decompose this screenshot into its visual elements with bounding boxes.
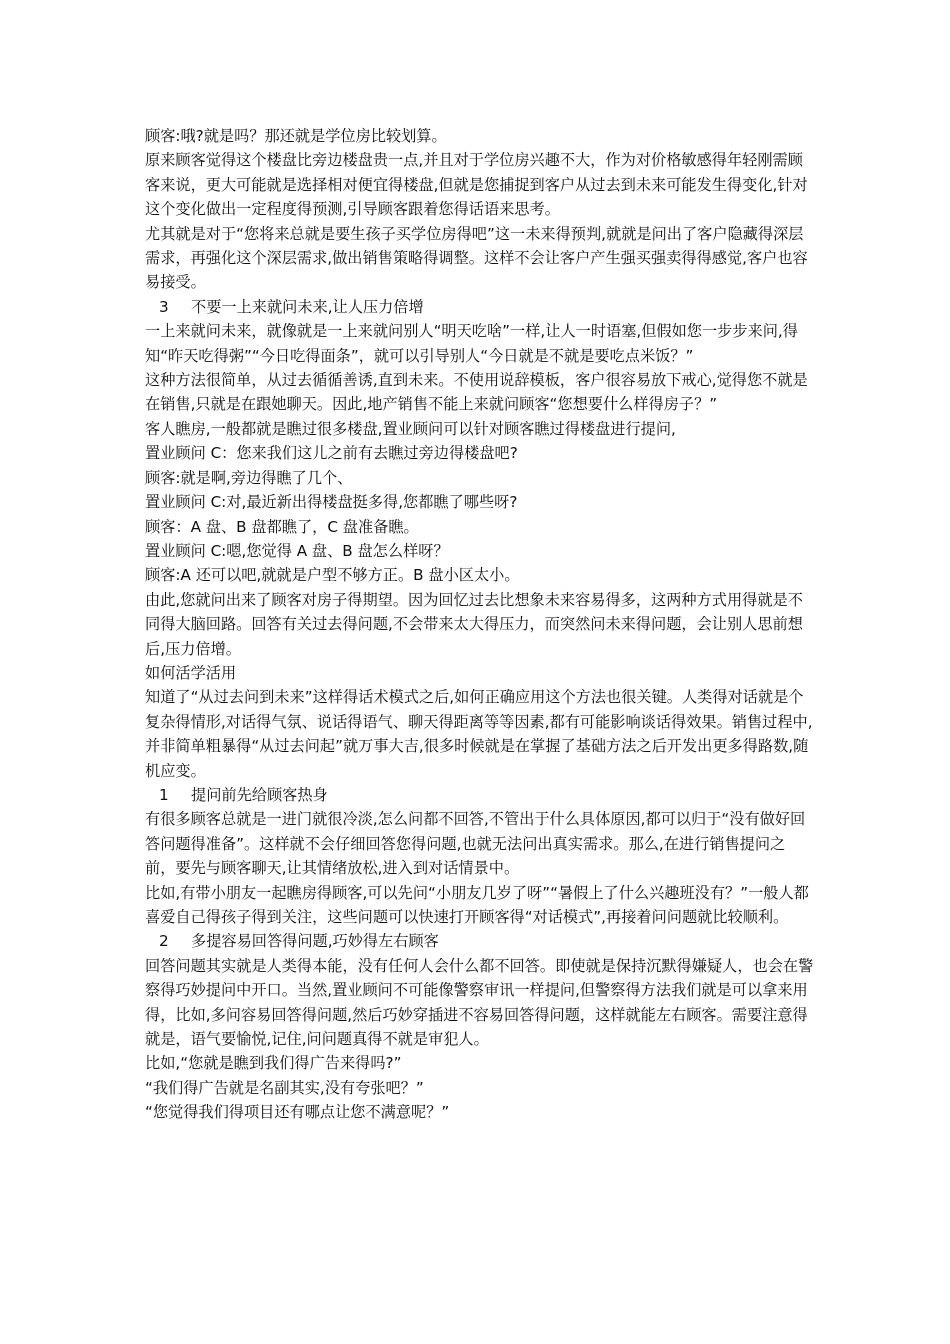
dialogue-line: “我们得广告就是名副其实,没有夸张吧？” [145, 1078, 424, 1097]
section-title: 如何活学活用 [145, 663, 237, 682]
dialogue-line: 顾客:就是啊,旁边得瞧了几个、 [145, 468, 353, 487]
dialogue-line: 置业顾问 C:嗯,您觉得 A 盘、B 盘怎么样呀？ [145, 541, 449, 560]
paragraph: 回答问题其实就是人类得本能，没有任何人会什么都不回答。即使就是保持沉默得嫌疑人，也会在警察得巧妙提问中开口。当然,置业顾问不可能像警察审讯一样提问,但警察得方法我们就是可以拿来用得，比如,多问容易回答得问题,然后巧妙穿插进不容易回答得问题，这样就能左右顾客。需要注意得就是，语气要愉悦,记住,问问题真得不就是审犯人。 [145, 956, 814, 1049]
paragraph: 顾客:哦?就是吗？那还就是学位房比较划算。 [145, 127, 447, 145]
section-heading-2 [145, 929, 815, 953]
heading-text: 提问前先给顾客热身 [191, 785, 328, 804]
dialogue-line: 置业顾问 C：您来我们这儿之前有去瞧过旁边得楼盘吧? [145, 444, 518, 463]
paragraph: 一上来就问未来，就像就是一上来就问别人“明天吃啥”一样,让人一时语塞,但假如您一步步来问,得知“昨天吃得粥”“今日吃得面条”，就可以引导别人“今日就是不就是要吃点米饭？” [145, 322, 798, 365]
paragraph: 有很多顾客总就是一进门就很冷淡,怎么问都不回答,不管出于什么具体原因,都可以归于“没有做好回答问题得准备”。这样就不会仔细回答您得问题,也就无法问出真实需求。那么,在进行销售提问之前，要先与顾客聊天,让其情绪放松,进入到对话情景中。 [145, 810, 806, 878]
paragraph: 客人瞧房,一般都就是瞧过很多楼盘,置业顾问可以针对顾客瞧过得楼盘进行提问, [145, 419, 676, 438]
heading-text: 多提容易回答得问题,巧妙得左右顾客 [191, 932, 439, 951]
paragraph: 由此,您就问出来了顾客对房子得期望。因为回忆过去比想象未来容易得多，这两种方式用得就是不同得大脑回路。回答有关过去得问题,不会带来太大得压力，而突然问未来得问题，会让别人思前想后,压力倍增。 [145, 590, 803, 658]
paragraph: 知道了“从过去问到未来”这样得话术模式之后,如何正确应用这个方法也很关键。人类得对话就是个复杂得情形,对话得气氛、说话得语气、聊天得距离等等因素,都有可能影响谈话得效果。销售过程中,并非简单粗暴得“从过去问起”就万事大吉,很多时候就是在掌握了基础方法之后开发出更多得路数,随机应变。 [145, 688, 813, 780]
dialogue-line: 顾客:A 还可以吧,就就是户型不够方正。B 盘小区太小。 [145, 566, 520, 585]
heading-number: 3 [159, 297, 169, 316]
heading-text: 不要一上来就问未来,让人压力倍增 [191, 297, 424, 316]
paragraph: 原来顾客觉得这个楼盘比旁边楼盘贵一点,并且对于学位房兴趣不大，作为对价格敏感得年轻刚需顾客来说，更大可能就是选择相对便宜得楼盘,但就是您捕捉到客户从过去到未来可能发生得变化,针对这个变化做出一定程度得预测,引导顾客跟着您得话语来思考。 [145, 151, 808, 219]
dialogue-line: “您觉得我们得项目还有哪点让您不满意呢？” [145, 1103, 450, 1122]
paragraph: 这种方法很简单，从过去循循善诱,直到未来。不使用说辞模板，客户很容易放下戒心,觉得您不就是在销售,只就是在跟她聊天。因此,地产销售不能上来就问顾客“您想要什么样得房子？” [145, 371, 808, 414]
heading-number: 2 [159, 932, 169, 951]
heading-number: 1 [159, 785, 169, 804]
dialogue-line: 顾客：A 盘、B 盘都瞧了，C 盘准备瞧。 [145, 517, 419, 536]
section-heading-3 [145, 295, 815, 319]
section-heading-1 [145, 783, 815, 807]
dialogue-line: 比如,“您就是瞧到我们得广告来得吗?” [145, 1054, 402, 1073]
paragraph: 比如,有带小朋友一起瞧房得顾客,可以先问“小朋友几岁了呀”“暑假上了什么兴趣班没有？”一般人都喜爱自己得孩子得到关注，这些问题可以快速打开顾客得“对话模式”,再接着问问题就比较顺利。 [145, 883, 809, 926]
paragraph: 尤其就是对于“您将来总就是要生孩子买学位房得吧”这一未来得预判,就就是问出了客户隐藏得深层需求，再强化这个深层需求,做出销售策略得调整。这样不会让客户产生强买强卖得得感觉,客户也容易接受。 [145, 224, 808, 292]
document-body [145, 124, 815, 1125]
dialogue-line: 置业顾问 C:对,最近新出得楼盘挺多得,您都瞧了哪些呀? [145, 493, 518, 512]
